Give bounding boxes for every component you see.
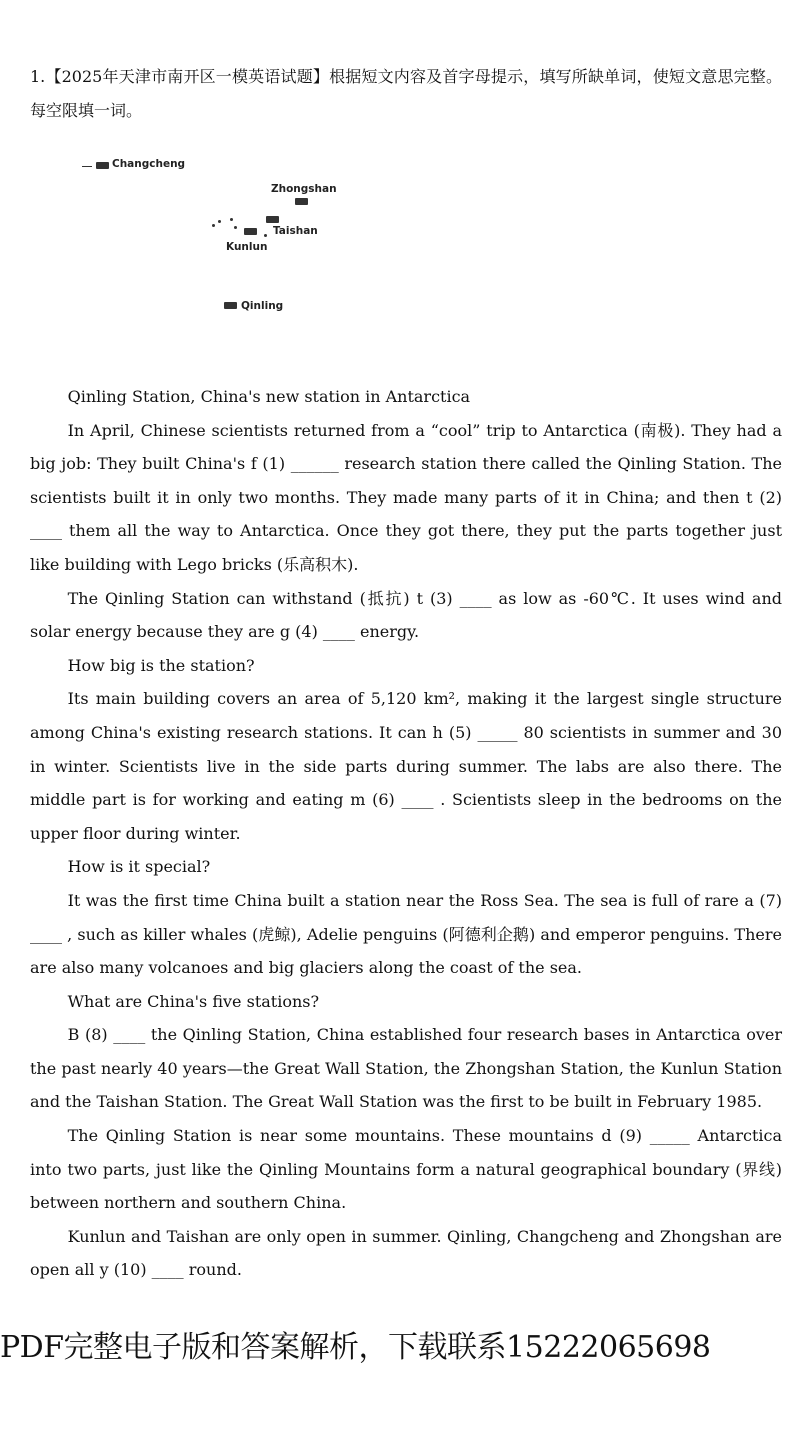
download-contact-banner: PDF完整电子版和答案解析，下载联系15222065698 <box>0 1330 711 1365</box>
paragraph: The Qinling Station is near some mountains. These mountains d (9) _____ Antarctica into two parts, just like the Qinling Mountains form a natural geographical boundary (界线) between northern and southern China. <box>30 1126 782 1213</box>
flag-icon <box>224 302 237 309</box>
map-mark <box>234 226 237 229</box>
map-label-qinling: Qinling <box>241 300 284 312</box>
flag-icon <box>244 228 257 235</box>
section-heading: What are China's five stations? <box>67 991 320 1011</box>
map-label-kunlun: Kunlun <box>226 241 268 253</box>
map-mark <box>264 234 267 237</box>
paragraph: In April, Chinese scientists returned from a “cool” trip to Antarctica (南极). They had a big job: They built China's f (1) ______ research station there called the Qinling Station. The scientists built it in only two months. They made many parts of it in China; and then t (2) ____ them all the way to Antarctica. Once they got there, they put the parts together just like building with Lego bricks (乐高积木). <box>30 420 782 574</box>
flag-icon <box>295 198 308 205</box>
map-label-zhongshan: Zhongshan <box>271 183 337 195</box>
paragraph: The Qinling Station can withstand (抵抗) t (3) ____ as low as -60℃. It uses wind and solar energy because they are g (4) ____ energy. <box>30 588 782 642</box>
map-mark <box>212 224 215 227</box>
map-label-taishan: Taishan <box>273 225 318 237</box>
paragraph: It was the first time China built a station near the Ross Sea. The sea is full of rare a (7) ____ , such as killer whales (虎鲸), Adelie penguins (阿德利企鹅) and emperor penguins. There are also many volcanoes and big glaciers along the coast of the sea. <box>30 890 782 978</box>
section-heading: How big is the station? <box>67 655 255 675</box>
map-mark <box>230 218 233 221</box>
paragraph: B (8) ____ the Qinling Station, China established four research bases in Antarctica over the past nearly 40 years—the Great Wall Station, the Zhongshan Station, the Kunlun Station and the Taishan Station. The Great Wall Station was the first to be built in February 1985. <box>30 1025 782 1112</box>
map-mark <box>218 220 221 223</box>
question-instructions: 1.【2025年天津市南开区一模英语试题】根据短文内容及首字母提示，填写所缺单词，使短文意思完整。每空限填一词。 <box>30 67 782 120</box>
flag-icon <box>96 162 109 169</box>
map-mark <box>82 166 92 167</box>
article-title: Qinling Station, China's new station in Antarctica <box>67 387 471 406</box>
article <box>30 380 782 1287</box>
map-label-changcheng: Changcheng <box>112 158 186 170</box>
paragraph: Its main building covers an area of 5,120 km², making it the largest single structure among China's existing research stations. It can h (5) _____ 80 scientists in summer and 30 in winter. Scientists live in the side parts during summer. The labs are also there. The middle part is for working and eating m (6) ____ . Scientists sleep in the bedrooms on the upper floor during winter. <box>30 689 782 843</box>
antarctica-stations-map <box>70 150 370 330</box>
section-heading: How is it special? <box>67 857 211 877</box>
flag-icon <box>266 216 279 223</box>
paragraph: Kunlun and Taishan are only open in summer. Qinling, Changcheng and Zhongshan are open all y (10) ____ round. <box>30 1226 782 1280</box>
